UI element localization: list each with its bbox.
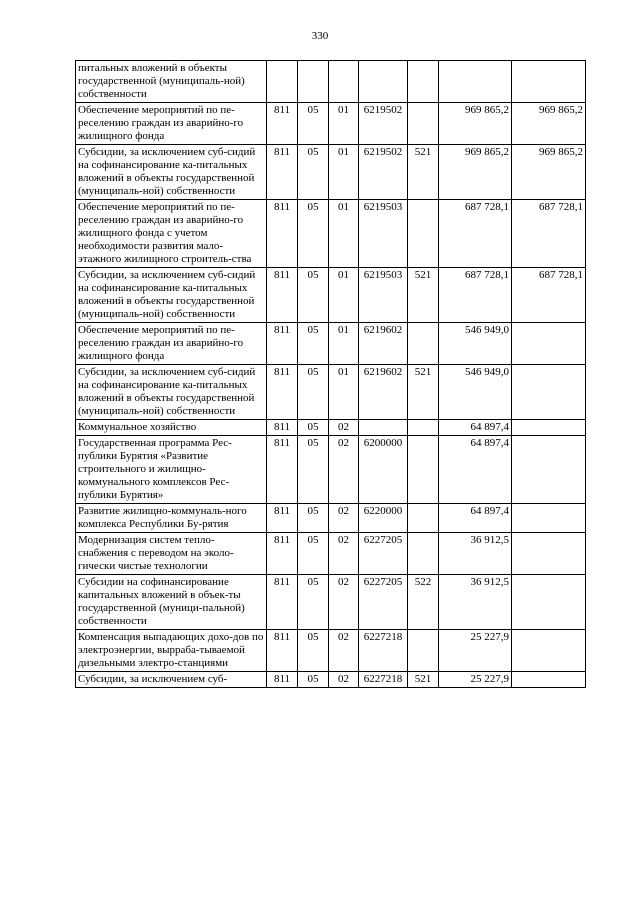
cell-section: 05: [298, 103, 329, 145]
cell-target-article: 6219502: [359, 145, 408, 200]
cell-subsection: 01: [329, 103, 359, 145]
cell-expense-type: [408, 323, 439, 365]
cell-name: питальных вложений в объекты государственной (муниципаль-ной) собственности: [76, 61, 267, 103]
cell-section: 05: [298, 268, 329, 323]
cell-name: Субсидии, за исключением суб-сидий на софинансирование ка-питальных вложений в объекты государственной (муниципаль-ной) собственности: [76, 145, 267, 200]
table-row: [76, 145, 586, 200]
table-row: [76, 323, 586, 365]
cell-subsection: 02: [329, 533, 359, 575]
cell-amount-1: 969 865,2: [439, 103, 512, 145]
table-row: [76, 420, 586, 436]
cell-amount-2: 687 728,1: [512, 268, 586, 323]
cell-target-article: 6219602: [359, 323, 408, 365]
cell-subsection: 01: [329, 145, 359, 200]
cell-subsection: [329, 61, 359, 103]
table-body: [76, 61, 586, 688]
cell-subsection: 02: [329, 575, 359, 630]
cell-expense-type: 521: [408, 365, 439, 420]
table-row: [76, 200, 586, 268]
cell-admin-code: 811: [267, 420, 298, 436]
cell-expense-type: [408, 200, 439, 268]
cell-target-article: 6200000: [359, 436, 408, 504]
cell-amount-2: 969 865,2: [512, 103, 586, 145]
cell-name: Компенсация выпадающих дохо-дов по электроэнергии, вырраба-тываемой дизельными электро-станциями: [76, 630, 267, 672]
cell-target-article: [359, 420, 408, 436]
cell-expense-type: [408, 61, 439, 103]
cell-section: 05: [298, 672, 329, 688]
cell-target-article: [359, 61, 408, 103]
cell-section: 05: [298, 504, 329, 533]
table-row: [76, 630, 586, 672]
table-row: [76, 103, 586, 145]
cell-amount-2: [512, 672, 586, 688]
table-row: [76, 504, 586, 533]
cell-target-article: 6219502: [359, 103, 408, 145]
cell-admin-code: [267, 61, 298, 103]
cell-admin-code: 811: [267, 672, 298, 688]
cell-expense-type: 521: [408, 672, 439, 688]
cell-target-article: 6227205: [359, 575, 408, 630]
cell-amount-2: [512, 575, 586, 630]
cell-expense-type: [408, 504, 439, 533]
cell-section: 05: [298, 145, 329, 200]
cell-target-article: 6219503: [359, 268, 408, 323]
cell-amount-1: 969 865,2: [439, 145, 512, 200]
cell-admin-code: 811: [267, 365, 298, 420]
budget-table: [75, 60, 586, 688]
cell-section: 05: [298, 200, 329, 268]
cell-target-article: 6227218: [359, 672, 408, 688]
cell-section: 05: [298, 420, 329, 436]
cell-amount-2: [512, 504, 586, 533]
cell-amount-1: 64 897,4: [439, 436, 512, 504]
cell-target-article: 6220000: [359, 504, 408, 533]
cell-amount-1: 687 728,1: [439, 268, 512, 323]
cell-subsection: 02: [329, 436, 359, 504]
cell-admin-code: 811: [267, 103, 298, 145]
cell-name: Развитие жилищно-коммуналь-ного комплекса Республики Бу-рятия: [76, 504, 267, 533]
cell-expense-type: [408, 436, 439, 504]
table-row: [76, 268, 586, 323]
cell-admin-code: 811: [267, 533, 298, 575]
page-number: 330: [311, 30, 329, 42]
cell-section: 05: [298, 365, 329, 420]
table-row: [76, 672, 586, 688]
cell-subsection: 01: [329, 200, 359, 268]
cell-amount-1: 25 227,9: [439, 672, 512, 688]
cell-section: 05: [298, 533, 329, 575]
cell-name: Субсидии, за исключением суб-: [76, 672, 267, 688]
cell-amount-2: [512, 61, 586, 103]
cell-subsection: 01: [329, 268, 359, 323]
cell-admin-code: 811: [267, 145, 298, 200]
cell-admin-code: 811: [267, 200, 298, 268]
cell-subsection: 02: [329, 630, 359, 672]
cell-expense-type: 522: [408, 575, 439, 630]
cell-target-article: 6219602: [359, 365, 408, 420]
cell-expense-type: 521: [408, 145, 439, 200]
cell-admin-code: 811: [267, 504, 298, 533]
cell-section: 05: [298, 323, 329, 365]
cell-name: Обеспечение мероприятий по пе-реселению граждан из аварийно-го жилищного фонда с учетом необходимости развития мало-этажного жилищного строитель-ства: [76, 200, 267, 268]
cell-expense-type: [408, 630, 439, 672]
cell-amount-2: 969 865,2: [512, 145, 586, 200]
cell-name: Обеспечение мероприятий по пе-реселению граждан из аварийно-го жилищного фонда: [76, 103, 267, 145]
cell-expense-type: [408, 420, 439, 436]
cell-amount-2: [512, 365, 586, 420]
cell-name: Субсидии, за исключением суб-сидий на софинансирование ка-питальных вложений в объекты государственной (муниципаль-ной) собственности: [76, 268, 267, 323]
cell-target-article: 6219503: [359, 200, 408, 268]
cell-subsection: 02: [329, 672, 359, 688]
cell-amount-2: [512, 630, 586, 672]
table-row: [76, 61, 586, 103]
cell-section: 05: [298, 630, 329, 672]
cell-name: Обеспечение мероприятий по пе-реселению граждан из аварийно-го жилищного фонда: [76, 323, 267, 365]
cell-subsection: 02: [329, 420, 359, 436]
cell-amount-1: 64 897,4: [439, 420, 512, 436]
cell-name: Коммунальное хозяйство: [76, 420, 267, 436]
cell-amount-2: [512, 436, 586, 504]
cell-name: Субсидии, за исключением суб-сидий на софинансирование ка-питальных вложений в объекты государственной (муниципаль-ной) собственности: [76, 365, 267, 420]
cell-section: [298, 61, 329, 103]
cell-admin-code: 811: [267, 323, 298, 365]
cell-name: Субсидии на софинансирование капитальных вложений в объек-ты государственной (муници-пальной) собственности: [76, 575, 267, 630]
cell-amount-2: [512, 420, 586, 436]
cell-amount-1: 546 949,0: [439, 323, 512, 365]
cell-amount-2: 687 728,1: [512, 200, 586, 268]
cell-subsection: 01: [329, 365, 359, 420]
cell-subsection: 02: [329, 504, 359, 533]
cell-amount-2: [512, 323, 586, 365]
cell-target-article: 6227218: [359, 630, 408, 672]
cell-amount-1: [439, 61, 512, 103]
cell-amount-1: 25 227,9: [439, 630, 512, 672]
cell-admin-code: 811: [267, 268, 298, 323]
cell-section: 05: [298, 575, 329, 630]
table-row: [76, 533, 586, 575]
cell-expense-type: [408, 533, 439, 575]
cell-admin-code: 811: [267, 436, 298, 504]
cell-amount-1: 687 728,1: [439, 200, 512, 268]
cell-amount-1: 546 949,0: [439, 365, 512, 420]
cell-amount-1: 36 912,5: [439, 533, 512, 575]
cell-admin-code: 811: [267, 575, 298, 630]
cell-expense-type: [408, 103, 439, 145]
table-row: [76, 436, 586, 504]
cell-name: Государственная программа Рес-публики Бурятия «Развитие строительного и жилищно-коммунального комплексов Рес-публики Бурятия»: [76, 436, 267, 504]
table-row: [76, 365, 586, 420]
cell-name: Модернизация систем тепло-снабжения с переводом на эколо-гически чистые технологии: [76, 533, 267, 575]
cell-admin-code: 811: [267, 630, 298, 672]
cell-amount-2: [512, 533, 586, 575]
cell-expense-type: 521: [408, 268, 439, 323]
cell-subsection: 01: [329, 323, 359, 365]
table-row: [76, 575, 586, 630]
cell-section: 05: [298, 436, 329, 504]
cell-amount-1: 36 912,5: [439, 575, 512, 630]
cell-target-article: 6227205: [359, 533, 408, 575]
cell-amount-1: 64 897,4: [439, 504, 512, 533]
